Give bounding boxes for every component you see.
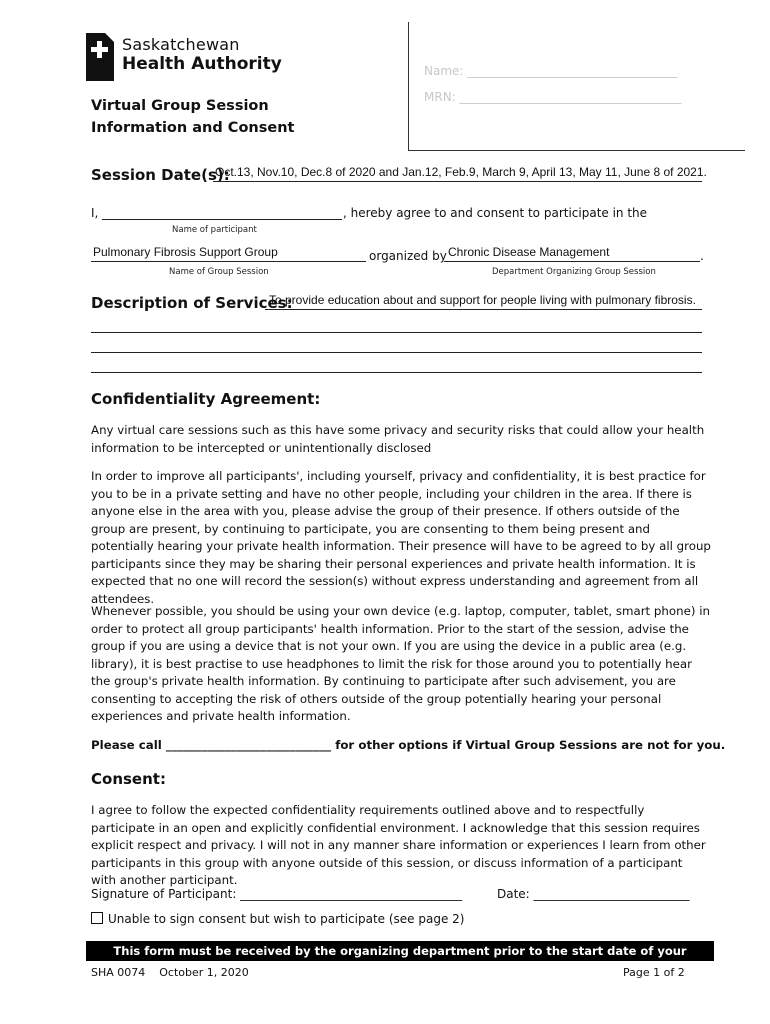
group-line-period: . — [700, 249, 704, 263]
organized-by-text: organized by — [369, 249, 447, 263]
submission-notice-bar: This form must be received by the organizing department prior to the start date of your attendance — [86, 941, 714, 961]
group-name-underline — [91, 261, 366, 262]
department-value[interactable]: Chronic Disease Management — [448, 245, 610, 259]
name-field[interactable]: Name: ___________________________________ — [424, 64, 678, 78]
department-caption: Department Organizing Group Session — [492, 267, 656, 277]
description-line-4[interactable] — [91, 372, 702, 373]
session-dates-label: Session Date(s): — [91, 166, 230, 184]
date-field[interactable]: Date: __________________________ — [497, 887, 690, 901]
confidentiality-para-2: In order to improve all participants', including yourself, privacy and confidentiality, it is best practice for you to be in a private setting and have no other people, including your children in the area. If there is anyone else in the area with you, please advise the group of their presence. If others outside of the group are present, by continuing to participate, you are consenting to them being present and potentially hearing your private health information. Their presence will have to be agreed to by all group participants since they may be sharing their personal experiences and private health information. It is expected that no one will record the session(s) without express understanding and agreement from all attendees. — [91, 469, 711, 606]
unable-to-sign-label: Unable to sign consent but wish to participate (see page 2) — [108, 912, 465, 926]
participant-agreement-text: , hereby agree to and consent to participate in the — [343, 206, 648, 220]
org-name-line1: Saskatchewan — [122, 35, 240, 54]
please-call-notice: Please call ____________________________ for other options if Virtual Group Sessions are not for you. — [91, 738, 726, 752]
session-dates-value[interactable]: Oct.13, Nov.10, Dec.8 of 2020 and Jan.12, Feb.9, March 9, April 13, May 11, June 8 of 2021. — [215, 165, 707, 179]
title-line2: Information and Consent — [91, 120, 295, 136]
description-line-3[interactable] — [91, 352, 702, 353]
description-label: Description of Services: — [91, 294, 293, 312]
description-line-2[interactable] — [91, 332, 702, 333]
org-name-line2: Health Authority — [122, 54, 282, 74]
unable-to-sign-option[interactable] — [91, 912, 464, 926]
group-name-caption: Name of Group Session — [169, 267, 269, 277]
title-line1: Virtual Group Session — [91, 98, 269, 114]
description-underline — [265, 309, 702, 310]
confidentiality-heading: Confidentiality Agreement: — [91, 390, 321, 408]
participant-name-caption: Name of participant — [172, 225, 257, 235]
page-number: Page 1 of 2 — [623, 966, 685, 979]
confidentiality-para-1: Any virtual care sessions such as this have some privacy and security risks that could allow your health information to be intercepted or unintentionally disclosed — [91, 423, 705, 455]
group-name-value[interactable]: Pulmonary Fibrosis Support Group — [93, 245, 278, 259]
form-code: SHA 0074 October 1, 2020 — [91, 966, 249, 979]
participant-name-field[interactable] — [102, 219, 342, 220]
saskatchewan-province-logo-icon — [83, 31, 115, 83]
session-dates-underline — [213, 181, 702, 182]
description-value[interactable]: To provide education about and support for people living with pulmonary fibrosis. — [269, 293, 696, 307]
consent-paragraph: I agree to follow the expected confidentiality requirements outlined above and to respectfully participate in an open and explicitly confidential environment. I acknowledge that this session requires explicit respect and privacy. I will not in any manner share information or experiences I learn from other participants in this group with anyone outside of this session, or discuss information of a participant with another participant. — [91, 803, 706, 887]
signature-field[interactable]: Signature of Participant: _____________________________________ — [91, 887, 463, 901]
participant-prefix: I, — [91, 206, 99, 220]
document-title — [91, 95, 294, 139]
patient-id-box — [408, 22, 745, 151]
consent-heading: Consent: — [91, 770, 166, 788]
mrn-field[interactable]: MRN: _____________________________________ — [424, 90, 682, 104]
department-underline — [444, 261, 700, 262]
unable-to-sign-checkbox[interactable] — [91, 912, 103, 924]
confidentiality-para-3: Whenever possible, you should be using your own device (e.g. laptop, computer, tablet, smart phone) in order to protect all group participants' health information. Prior to the start of the session, advise the group if you are using a device that is not your own. If you are using the device in a public area (e.g. library), it is best practise to use headphones to limit the risk for those around you to potentially hear the group's private health information. By continuing to participate after such advisement, you are consenting to accepting the risk of others outside of the group potentially hearing your personal experiences and private health information. — [91, 604, 710, 723]
